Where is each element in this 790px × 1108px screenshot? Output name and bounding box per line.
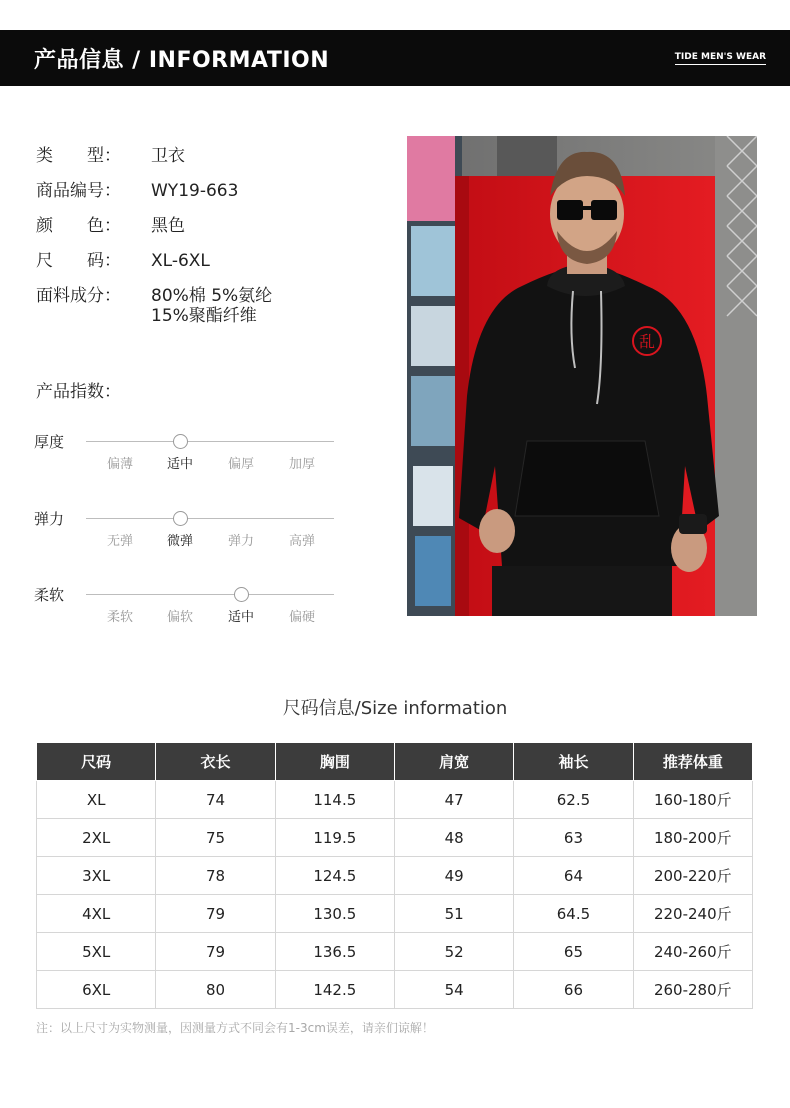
table-row [37, 819, 753, 857]
table-cell: 64.5 [514, 895, 633, 933]
table-cell: 130.5 [275, 895, 394, 933]
table-cell: 180-200斤 [633, 819, 752, 857]
info-label: 面料成分： [36, 286, 121, 306]
info-value: 黑色 [151, 216, 185, 236]
info-row-sku [36, 181, 376, 216]
column-header: 推荐体重 [633, 743, 752, 781]
brand-tagline-text: TIDE MEN'S WEAR [675, 52, 766, 65]
info-value: WY19-663 [151, 181, 239, 201]
scale-name: 柔软 [34, 586, 65, 604]
scale-track [86, 441, 334, 442]
scale-option: 偏厚 [227, 457, 254, 472]
page-title: 产品信息 / INFORMATION [34, 48, 330, 73]
scale-elasticity [34, 508, 354, 568]
hoodie-logo-text: 乱 [638, 332, 656, 351]
scale-option: 偏薄 [106, 457, 133, 472]
info-row-size [36, 251, 376, 286]
table-cell: 51 [394, 895, 513, 933]
table-cell: 114.5 [275, 781, 394, 819]
table-cell: 160-180斤 [633, 781, 752, 819]
table-cell: 48 [394, 819, 513, 857]
table-cell: 142.5 [275, 971, 394, 1009]
table-cell: 4XL [37, 895, 156, 933]
table-row [37, 857, 753, 895]
column-header: 袖长 [514, 743, 633, 781]
scale-option: 适中 [227, 610, 254, 625]
table-cell: 80 [156, 971, 275, 1009]
table-cell: 240-260斤 [633, 933, 752, 971]
table-cell: 65 [514, 933, 633, 971]
table-cell: 62.5 [514, 781, 633, 819]
table-cell: 79 [156, 933, 275, 971]
scale-thickness [34, 431, 354, 491]
scale-indicator [173, 434, 188, 449]
scale-indicator [234, 587, 249, 602]
product-info-list [36, 146, 376, 336]
table-cell: 47 [394, 781, 513, 819]
scale-option: 柔软 [106, 610, 133, 625]
info-label: 商品编号： [36, 181, 121, 201]
info-row-fabric [36, 286, 376, 336]
table-cell: 49 [394, 857, 513, 895]
scale-option: 加厚 [288, 457, 315, 472]
measurement-note: 注：以上尺寸为实物测量，因测量方式不同会有1-3cm误差，请亲们谅解！ [36, 1021, 434, 1035]
scale-option: 适中 [166, 457, 193, 472]
info-label: 类 型： [36, 146, 121, 166]
table-cell: 2XL [37, 819, 156, 857]
scale-indicator [173, 511, 188, 526]
table-row [37, 971, 753, 1009]
scale-option: 无弹 [106, 534, 133, 549]
product-index-title: 产品指数： [36, 382, 121, 402]
table-cell: 79 [156, 895, 275, 933]
table-cell: 136.5 [275, 933, 394, 971]
header-banner [0, 30, 790, 86]
table-cell: 260-280斤 [633, 971, 752, 1009]
table-cell: 66 [514, 971, 633, 1009]
table-cell: 119.5 [275, 819, 394, 857]
info-value: 卫衣 [151, 146, 185, 166]
info-value: XL-6XL [151, 251, 210, 271]
scale-option: 弹力 [227, 534, 254, 549]
scale-option: 偏硬 [288, 610, 315, 625]
model-wearing-hoodie-illustration [407, 136, 757, 616]
scale-name: 厚度 [34, 433, 65, 451]
table-cell: 64 [514, 857, 633, 895]
scale-softness [34, 584, 354, 644]
size-table-header-row [37, 743, 753, 781]
scale-track [86, 518, 334, 519]
info-value: 80%棉 5%氨纶 15%聚酯纤维 [151, 286, 273, 326]
table-row [37, 781, 753, 819]
scale-option: 偏软 [166, 610, 193, 625]
scale-option: 微弹 [166, 534, 193, 549]
scale-track [86, 594, 334, 595]
scale-option: 高弹 [288, 534, 315, 549]
table-cell: 75 [156, 819, 275, 857]
table-cell: 6XL [37, 971, 156, 1009]
product-photo [407, 136, 757, 616]
info-row-color [36, 216, 376, 251]
table-cell: 3XL [37, 857, 156, 895]
table-cell: 52 [394, 933, 513, 971]
table-cell: 74 [156, 781, 275, 819]
table-cell: XL [37, 781, 156, 819]
info-label: 颜 色： [36, 216, 121, 236]
info-label: 尺 码： [36, 251, 121, 271]
column-header: 肩宽 [394, 743, 513, 781]
table-cell: 200-220斤 [633, 857, 752, 895]
brand-tagline [675, 52, 766, 62]
size-info-title: 尺码信息/Size information [282, 698, 508, 719]
column-header: 胸围 [275, 743, 394, 781]
table-cell: 220-240斤 [633, 895, 752, 933]
scale-name: 弹力 [34, 510, 65, 528]
info-row-type [36, 146, 376, 181]
table-cell: 63 [514, 819, 633, 857]
column-header: 衣长 [156, 743, 275, 781]
table-cell: 5XL [37, 933, 156, 971]
column-header: 尺码 [37, 743, 156, 781]
table-cell: 78 [156, 857, 275, 895]
table-cell: 124.5 [275, 857, 394, 895]
table-row [37, 933, 753, 971]
size-table [36, 742, 753, 1009]
table-row [37, 895, 753, 933]
table-cell: 54 [394, 971, 513, 1009]
